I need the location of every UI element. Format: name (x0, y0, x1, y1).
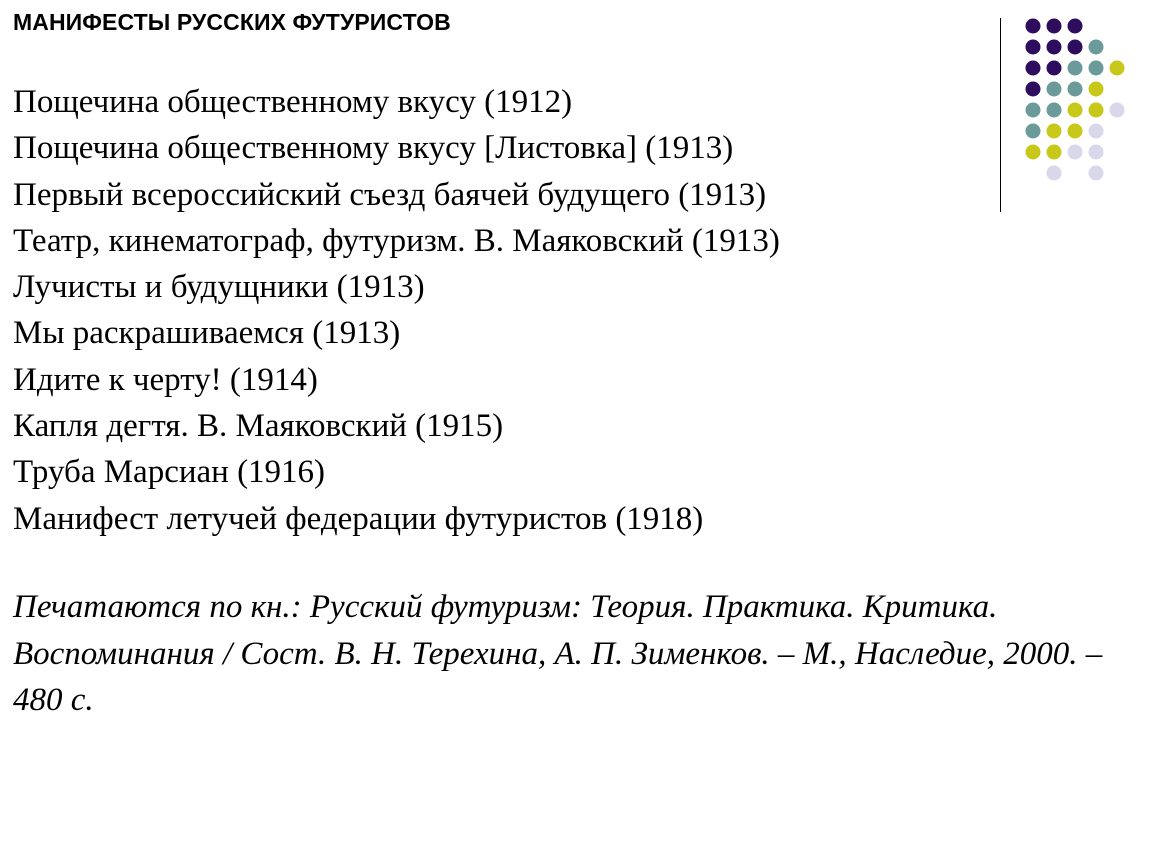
decorative-dot (1089, 124, 1104, 139)
decorative-dot (1068, 103, 1083, 118)
decorative-dot (1068, 82, 1083, 97)
manifesto-item: Капля дегтя. В. Маяковский (1915) (13, 408, 504, 445)
decorative-dot (1089, 145, 1104, 160)
decorative-dot (1089, 166, 1104, 181)
decorative-dot (1047, 145, 1062, 160)
vertical-divider (1000, 18, 1001, 212)
decorative-dot (1026, 103, 1041, 118)
decorative-dot (1089, 61, 1104, 76)
manifesto-item: Театр, кинематограф, футуризм. В. Маяковский (1913) (13, 222, 780, 259)
manifesto-item: Пощечина общественному вкусу [Листовка] (1913) (13, 130, 734, 167)
decorative-dot (1068, 61, 1083, 76)
decorative-dot (1089, 103, 1104, 118)
decorative-dot (1026, 145, 1041, 160)
decorative-dot (1047, 61, 1062, 76)
manifesto-item: Труба Марсиан (1916) (13, 454, 326, 491)
slide-title: МАНИФЕСТЫ РУССКИХ ФУТУРИСТОВ (13, 9, 451, 35)
decorative-dot (1047, 166, 1062, 181)
decorative-dot (1047, 40, 1062, 55)
source-citation: Печатаются по кн.: Русский футуризм: Теория. Практика. Критика. Воспоминания / Сост. В. Н. Терехина, А. П. Зименков. – М., Наследие, 2000. – 480 с. (13, 589, 1103, 718)
manifesto-item: Мы раскрашиваемся (1913) (13, 315, 401, 352)
manifesto-item: Пощечина общественному вкусу (1912) (13, 84, 573, 120)
decorative-dot (1047, 19, 1062, 34)
manifesto-list (13, 79, 780, 542)
decorative-dot (1068, 124, 1083, 139)
decorative-dot (1047, 82, 1062, 97)
manifesto-item: Манифест летучей федерации футуристов (1918) (13, 500, 704, 537)
decorative-dot (1068, 145, 1083, 160)
manifesto-item: Идите к черту! (1914) (13, 361, 318, 398)
decorative-dot (1026, 40, 1041, 55)
decorative-dot (1068, 19, 1083, 34)
decorative-dot (1047, 124, 1062, 139)
decorative-dot (1026, 82, 1041, 97)
decorative-dot (1026, 61, 1041, 76)
decorative-dot (1110, 103, 1125, 118)
decorative-dot (1110, 61, 1125, 76)
decorative-dot (1089, 40, 1104, 55)
manifesto-item: Первый всероссийский съезд баячей будущего (1913) (13, 176, 767, 213)
decorative-dot (1047, 103, 1062, 118)
decorative-dot (1068, 40, 1083, 55)
decorative-dot (1089, 82, 1104, 97)
decorative-dot (1026, 19, 1041, 34)
decorative-dot (1026, 124, 1041, 139)
manifesto-item: Лучисты и будущники (1913) (13, 269, 425, 306)
